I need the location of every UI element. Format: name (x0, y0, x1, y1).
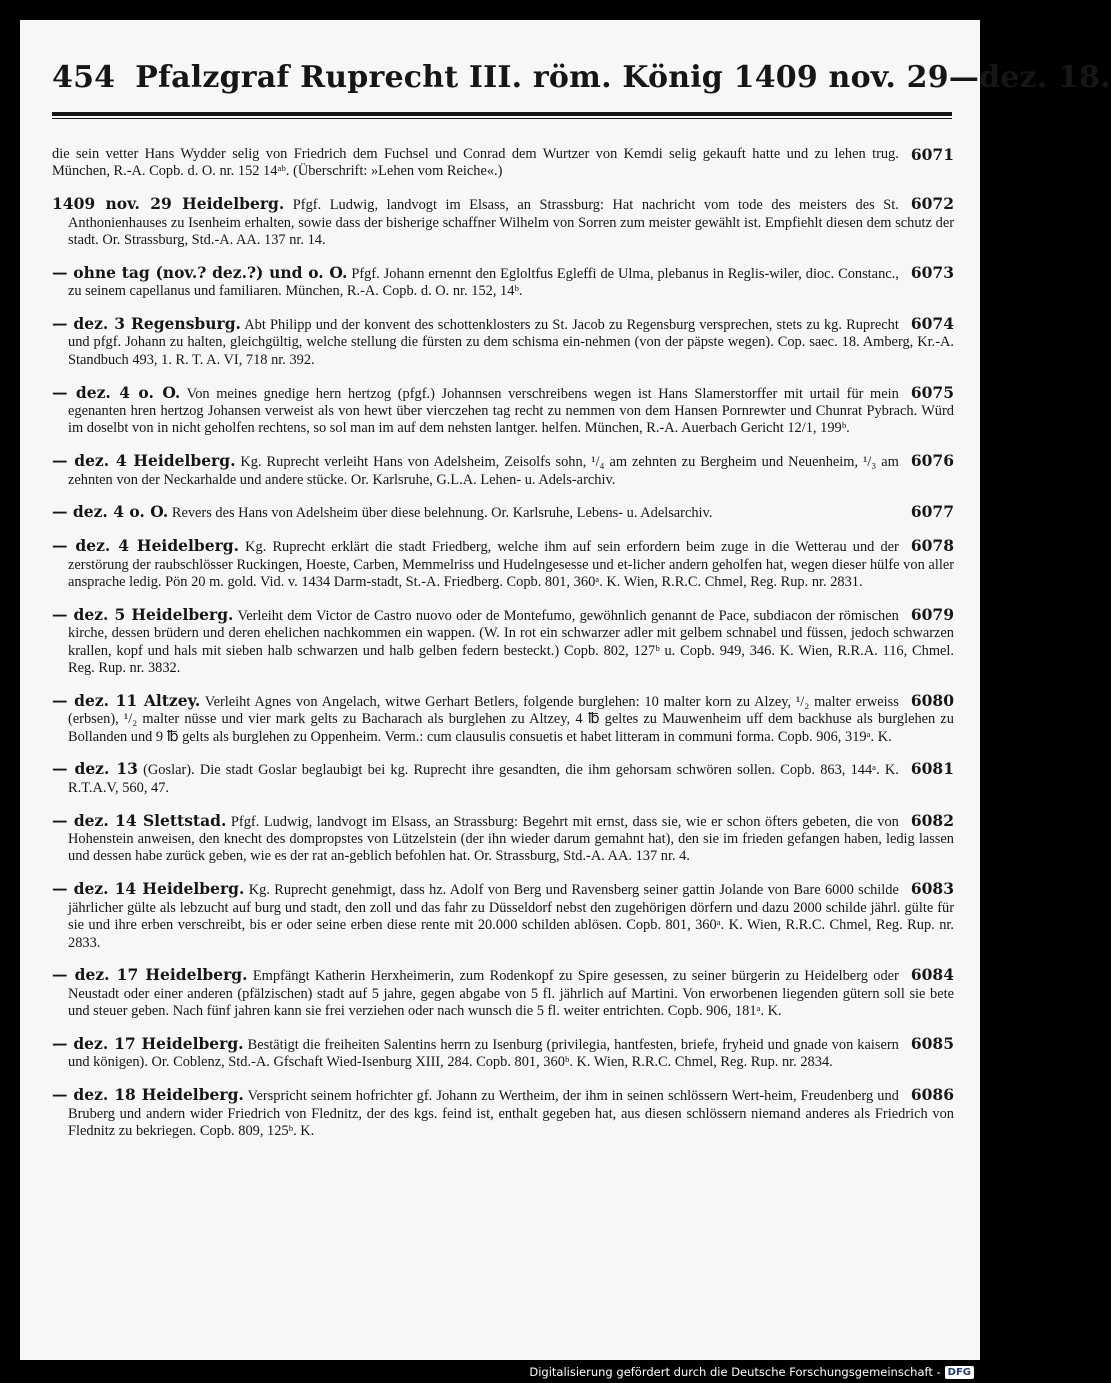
regest-number: 6078 (910, 536, 954, 556)
regest-date-place: — dez. 17 Heidelberg. (52, 1033, 244, 1053)
regest-entry (52, 692, 954, 746)
regest-date-place: — dez. 18 Heidelberg. (52, 1085, 244, 1105)
regest-entry (52, 966, 954, 1020)
regest-date-place: — dez. 3 Regensburg. (52, 314, 241, 334)
regest-text: Empfängt Katherin Herxheimerin, zum Rodenkopf zu Spire gesessen, zu seiner bürgerin zu Heidelberg oder Neustadt oder einer anderen (pfälzischen) stadt auf 5 jahre, gegen abgabe von 5 fl. jährlich auf Martini. Von erworbenen liegenden gütern soll sie bete und steuer geben. Nach fünf jahren kann sie frei verziehen oder nach wunsch die 5 fl. weiter entrichten. Copb. 906, 181ᵃ. K. (68, 968, 954, 1020)
regest-number: 6079 (910, 604, 954, 624)
regest-text: Kg. Ruprecht verleiht Hans von Adelsheim, Zeisolfs sohn, ¹/₄ am zehnten zu Bergheim und Neuenheim, ¹/₃ am zehnten von der Neckarhalde und andere stücke. Or. Karlsruhe, G.L.A. Lehen- u. Adels-archiv. (68, 454, 899, 488)
regest-text: Revers des Hans von Adelsheim über diese belehnung. Or. Karlsruhe, Lebens- u. Adelsarchiv. (171, 505, 713, 522)
regest-text: Kg. Ruprecht erklärt die stadt Friedberg, welche ihm auf sein erfordern beim zuge in die Wetterau und der zerstörung der raubschlösser Ruckingen, Hoeste, Carben, Memmelriss und Hudelngesesse und et-licher andern geholfen hat, wegen dieser hülfe von aller ansprache ledig. Pön 20 m. gold. Vid. v. 1434 Darm-stadt, St.-A. Friedberg. Copb. 801, 360ᵃ. K. Wien, R.R.C. Chmel, Reg. Rup. nr. 2831. (68, 539, 954, 591)
regest-text: Kg. Ruprecht genehmigt, dass hz. Adolf von Berg und Ravensberg seiner gattin Jolande von Bare 6000 schilde jährlicher gülte als lebzucht auf burg und stadt, den zoll und das fahr zu Düsseldorf nebst den zugehörigen dörfern und dazu 2000 schilde jährl. gülte für sie und ihre erben verschreibt, bis er oder seine erben diese rente mit 20.000 schilden ablösen. Copb. 801, 360ᵃ. K. Wien, R.R.C. Chmel, Reg. Rup. nr. 2833. (68, 882, 954, 951)
regest-date-place: — dez. 5 Heidelberg. (52, 604, 234, 624)
regest-date-place: — dez. 14 Heidelberg. (52, 879, 245, 899)
regest-text: (Goslar). Die stadt Goslar beglaubigt bei kg. Ruprecht ihre gesandten, die ihm gehorsam schwören sollen. Copb. 863, 144ᵃ. K. R.T.A.V, 560, 47. (68, 762, 899, 796)
regest-date-place: — dez. 4 o. O. (52, 382, 181, 402)
regest-entry (52, 315, 954, 369)
regest-date-place: 1409 nov. 29 Heidelberg. (52, 194, 285, 214)
regest-number: 6085 (910, 1033, 954, 1053)
regest-text: die sein vetter Hans Wydder selig von Friedrich dem Fuchsel und Conrad dem Wurtzer von Kemdi selig gekauft hatte und zu lehen trug. München, R.-A. Copb. d. O. nr. 152 14ᵃᵇ. (Überschrift: »Lehen vom Reiche«.) (52, 146, 899, 180)
regest-number: 6084 (910, 965, 954, 985)
credit-text: Digitalisierung gefördert durch die Deutsche Forschungsgemeinschaft - (529, 1365, 941, 1379)
regest-number: 6082 (910, 810, 954, 830)
regest-date-place: — dez. 11 Altzey. (52, 690, 201, 710)
regest-date-place: — dez. 17 Heidelberg. (52, 965, 248, 985)
regest-text: Bestätigt die freiheiten Salentins herrn zu Isenburg (privilegia, hantfesten, briefe, fryheid und gnade von kaisern und königen). Or. Coblenz, Std.-A. Gfschaft Wied-Isenburg XIII, 284. Copb. 801, 360ᵇ. K. Wien, R.R.C. Chmel, Reg. Rup. nr. 2834. (68, 1036, 899, 1071)
regest-number: 6081 (910, 759, 954, 779)
regest-entry (52, 384, 954, 438)
regest-number: 6080 (910, 690, 954, 710)
regest-text: Von meines gnedige hern hertzog (pfgf.) Johannsen verschreibens wegen ist Hans Slamerstorffer mit urtail für mein egenanten hren hertzog Johansen verweist als von hewt über vierczehen tag recht zu nemmen von dem Hansen Pornrewter und Chunrat Pybrach. Würd im doselbt von in nicht geholfen rechtens, so sol man im auf dem nehsten lantger. helfen. München, R.-A. Auerbach Gericht 12/1, 199ᵇ. (68, 385, 954, 437)
regest-entry (52, 195, 954, 249)
regest-date-place: — ohne tag (nov.? dez.?) und o. O. (52, 262, 348, 282)
regest-entry (52, 1035, 954, 1072)
dfg-logo: DFG (945, 1366, 974, 1379)
regest-number: 6075 (910, 382, 954, 402)
regest-entry (52, 503, 954, 522)
regest-number: 6076 (910, 451, 954, 471)
page-header (52, 60, 1111, 95)
regest-date-place: — dez. 14 Slettstad. (52, 810, 227, 830)
regest-text: Verleiht Agnes von Angelach, witwe Gerhart Betlers, folgende burglehen: 10 malter korn zu Alzey, ¹/₂ malter erweiss (erbsen), ¹/₂ malter nüsse und vier mark gelts zu Bacharach als burglehen zu Altzey, 4 ℔ geltes zu Mauwenheim uff dem backhuse als burglehen zu Bollanden und 9 ℔ gelts als burglehen zu Oppenheim. Verm.: cum clausulis consuetis et habet litteram in communi forma. Copb. 906, 319ᵃ. K. (68, 693, 954, 745)
regest-number: 6073 (910, 262, 954, 282)
regest-text: Pfgf. Ludwig, landvogt im Elsass, an Strassburg: Begehrt mit ernst, dass sie, wie er schon öfters gebeten, die von Hohenstein anweisen, den knecht des dompropstes von Lützelstein (der ihn wieder darum gemahnt hat), den sie im frieden gefangen haben, ledig lassen und dessen habe zurück geben, wie es der rat an-geblich befohlen hat. Or. Strassburg, Std.-A. AA. 137 nr. 4. (68, 813, 954, 865)
regest-entry (52, 812, 954, 866)
regest-text: Abt Philipp und der konvent des schottenklosters zu St. Jacob zu Regensburg versprechen, stets zu kg. Ruprecht und pfgf. Johann zu halten, gleichgültig, welche stellung die fürsten zu dem schisma ein-nehmen (von der päpste wegen). Cop. saec. 18. Amberg, Kr.-A. Standbuch 493, 1. R. T. A. VI, 718 nr. 392. (68, 317, 954, 368)
header-rule-thin (52, 118, 952, 119)
regest-entry (52, 760, 954, 797)
regest-date-place: — dez. 4 Heidelberg. (52, 536, 240, 556)
header-rule-thick (52, 112, 952, 116)
regest-text: Verspricht seinem hofrichter gf. Johann zu Wertheim, der ihm in seinen schlössern Wert-heim, Freudenberg und Bruberg und andern wider Friedrich von Flednitz, der des kgs. feind ist, enthalt gegeben hat, aus diesen schlössern niemand anderes als Friedrich von Flednitz zu bekriegen. Copb. 809, 125ᵇ. K. (68, 1088, 954, 1139)
regest-entry (52, 146, 954, 181)
regest-entry (52, 1086, 954, 1140)
regest-entry (52, 880, 954, 952)
regest-number: 6077 (910, 502, 954, 522)
regest-text: Pfgf. Ludwig, landvogt im Elsass, an Strassburg: Hat nachricht vom tode des meisters des St. Anthonienhauses zu Isenheim erhalten, sowie dass der bisherige schaffner Wilhelm von Sorren zum meister gewählt ist. Empfiehlt diesen dem schutz der stadt. Or. Strassburg, Std.-A. AA. 137 nr. 14. (68, 197, 954, 249)
document-page (20, 20, 1111, 1360)
regest-text: Pfgf. Johann ernennt den Egloltfus Egleffi de Ulma, plebanus in Reglis-wiler, dioc. Constanc., zu seinem capellanus und familiaren. München, R.-A. Copb. d. O. nr. 152, 14ᵇ. (68, 265, 899, 300)
regest-number: 6074 (910, 314, 954, 334)
regest-entry (52, 452, 954, 489)
digitization-credit (529, 1365, 974, 1379)
page-number: 454 (52, 60, 116, 95)
regest-entry (52, 264, 954, 301)
regesta-list (52, 146, 954, 1145)
regest-text: Verleiht dem Victor de Castro nuovo oder de Montefumo, gewöhnlich genannt de Pace, subdiacon der römischen kirche, dessen brüdern und deren ehelichen nachkommen ein wappen. (W. In rot ein schwarzer adler mit gelbem schnabel und füssen, jedoch schwarzen krallen, kopf und hals mit sieben halb schwarzen und halb gelben federn besteckt.) Copb. 802, 127ᵇ u. Copb. 949, 346. K. Wien, R.R.A. 116, Chmel. Reg. Rup. nr. 3832. (68, 607, 954, 677)
regest-number: 6072 (910, 194, 954, 214)
regest-number: 6083 (910, 879, 954, 899)
regest-date-place: — dez. 13 (52, 759, 138, 779)
regest-date-place: — dez. 4 Heidelberg. (52, 451, 236, 471)
regest-number: 6071 (910, 145, 954, 164)
regest-entry (52, 537, 954, 591)
regest-number: 6086 (910, 1085, 954, 1105)
regest-entry (52, 606, 954, 678)
regest-date-place: — dez. 4 o. O. (52, 502, 169, 522)
page-title: Pfalzgraf Ruprecht III. röm. König 1409 nov. 29—dez. 18. (135, 60, 1111, 95)
